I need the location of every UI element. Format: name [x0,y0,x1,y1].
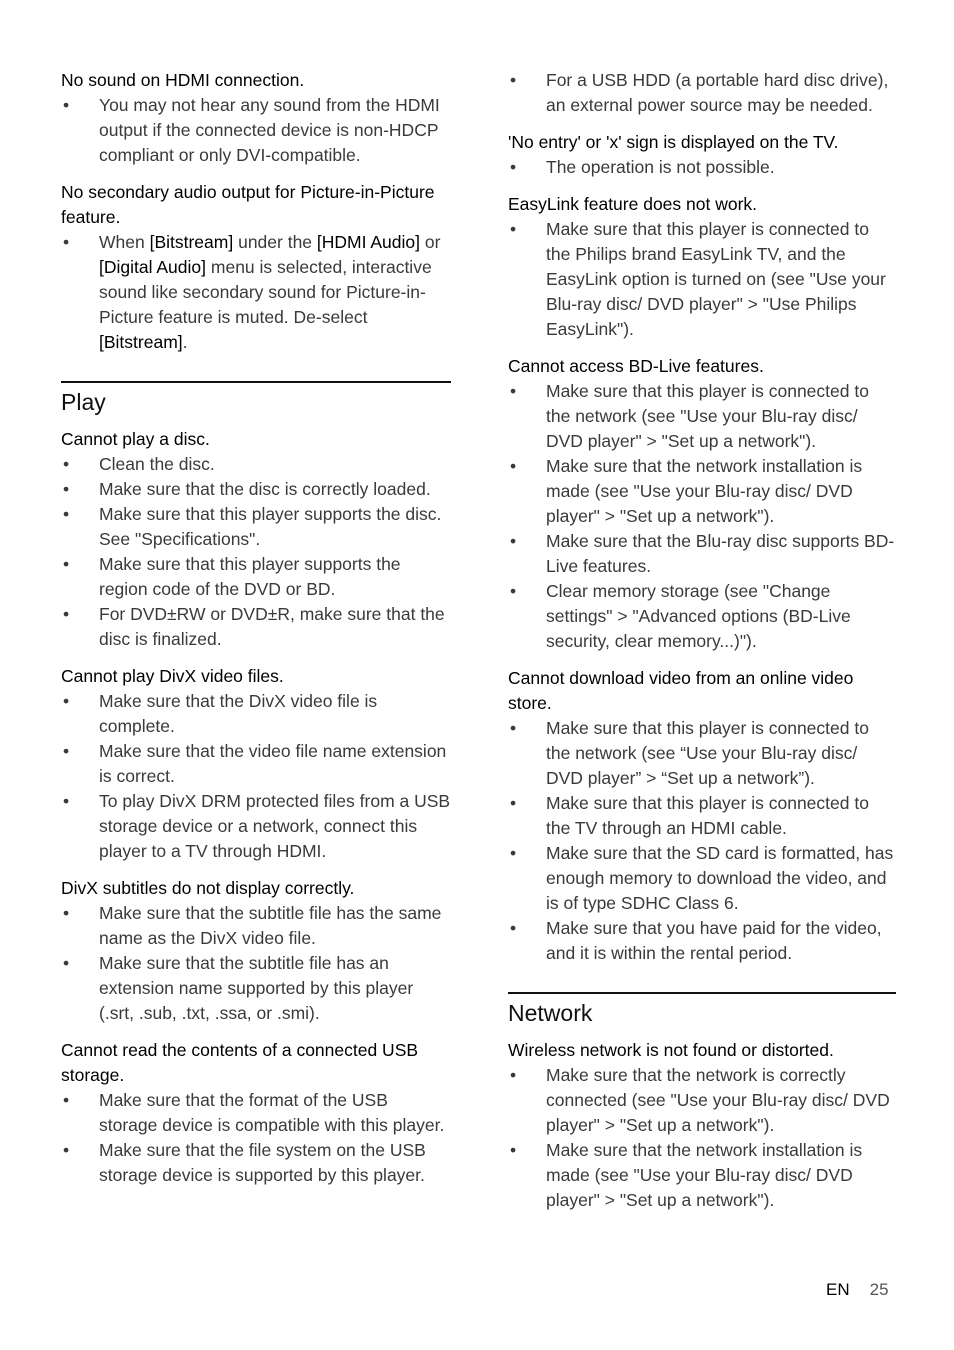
list-item: • Make sure that this player is connected to the network (see “Use your Blu-ray disc/ DVD player” > “Set up a network”). [508,716,896,791]
list-item [61,230,451,355]
bullet-list [61,93,451,168]
list-item: • Make sure that this player is connected to the TV through an HDMI cable. [508,791,896,841]
list-item: • Make sure that this player supports the disc. See "Specifications". [61,502,451,552]
issue-bd-live [508,354,896,654]
section-heading: Play [61,389,106,415]
menu-keyword: [Bitstream] [149,232,234,252]
text-run: When [99,232,150,252]
menu-keyword: [Bitstream] [99,332,183,352]
bullet-list [61,230,451,355]
bullet-list [508,155,896,180]
list-item: • Make sure that the DivX video file is complete. [61,689,451,739]
issue-title: Cannot download video from an online video store. [508,668,854,713]
issue-title: No sound on HDMI connection. [61,70,305,90]
language-code: EN [826,1280,850,1299]
section-network [508,992,896,1028]
issue-hdmi-no-sound [61,68,451,168]
issue-no-entry-sign [508,130,896,180]
list-item: • Make sure that the file system on the USB storage device is supported by this player. [61,1138,451,1188]
issue-title: Cannot read the contents of a connected USB storage. [61,1040,419,1085]
issue-cannot-play-disc [61,427,451,652]
list-item: • Make sure that this player supports the region code of the DVD or BD. [61,552,451,602]
issue-title: 'No entry' or 'x' sign is displayed on the TV. [508,132,839,152]
list-item: • Make sure that the subtitle file has the same name as the DivX video file. [61,901,451,951]
menu-keyword: [HDMI Audio] [316,232,420,252]
bullet-list [508,217,896,342]
bullet-list [508,1063,896,1213]
bullet-list [61,901,451,1026]
bullet-list [61,1088,451,1188]
text-run: under the [233,232,317,252]
list-item: • Make sure that the network installation is made (see "Use your Blu-ray disc/ DVD player" > "Set up a network"). [508,1138,896,1213]
text-run: menu is selected, interactive sound like secondary sound for Picture-in-Picture feature is muted. De-select [99,257,432,327]
bullet-list [508,68,896,118]
list-item: • You may not hear any sound from the HDMI output if the connected device is non-HDCP compliant or only DVI-compatible. [61,93,451,168]
issue-wireless-network [508,1038,896,1213]
text-run: or [420,232,441,252]
issue-title: Cannot access BD-Live features. [508,356,764,376]
list-item: • Make sure that the disc is correctly loaded. [61,477,451,502]
list-item: • Make sure that the network is correctly connected (see "Use your Blu-ray disc/ DVD player" > "Set up a network"). [508,1063,896,1138]
issue-title: Wireless network is not found or distorted. [508,1040,834,1060]
bullet-list [61,452,451,652]
issue-usb-contents [61,1038,451,1188]
section-heading: Network [508,1000,593,1026]
bullet-list [61,689,451,864]
list-item: • Make sure that the SD card is formatted, has enough memory to download the video, and is of type SDHC Class 6. [508,841,896,916]
issue-title: EasyLink feature does not work. [508,194,758,214]
issue-download-video [508,666,896,966]
list-item: • Make sure that the subtitle file has an extension name supported by this player (.srt, .sub, .txt, .ssa, or .smi). [61,951,451,1026]
list-item: • Make sure that the video file name extension is correct. [61,739,451,789]
list-item: • Make sure that the Blu-ray disc supports BD-Live features. [508,529,896,579]
bullet-list [508,379,896,654]
list-item: • For DVD±RW or DVD±R, make sure that the disc is finalized. [61,602,451,652]
section-play [61,381,451,417]
list-item: • Make sure that this player is connected to the Philips brand EasyLink TV, and the EasyLink option is turned on (see "Use your Blu-ray disc/ DVD player" > "Use Philips EasyLink"). [508,217,896,342]
right-column [508,68,896,1225]
issue-pip-audio [61,180,451,355]
issue-easylink [508,192,896,342]
issue-title: DivX subtitles do not display correctly. [61,878,355,898]
list-item: • Make sure that this player is connected to the network (see "Use your Blu-ray disc/ DVD player" > "Set up a network"). [508,379,896,454]
menu-keyword: [Digital Audio] [99,257,207,277]
list-item: • The operation is not possible. [508,155,896,180]
page-footer [826,1279,896,1301]
list-item: • Clear memory storage (see "Change settings" > "Advanced options (BD-Live security, clear memory...)"). [508,579,896,654]
left-column [61,68,451,1200]
issue-title: No secondary audio output for Picture-in-Picture feature. [61,182,435,227]
list-item: • Make sure that the format of the USB storage device is compatible with this player. [61,1088,451,1138]
issue-divx-subtitles [61,876,451,1026]
list-item: • Clean the disc. [61,452,451,477]
issue-title: Cannot play a disc. [61,429,210,449]
list-item: • Make sure that you have paid for the video, and it is within the rental period. [508,916,896,966]
list-item: • To play DivX DRM protected files from a USB storage device or a network, connect this player to a TV through HDMI. [61,789,451,864]
issue-usb-continued [508,68,896,118]
list-item: • Make sure that the network installation is made (see "Use your Blu-ray disc/ DVD player" > "Set up a network"). [508,454,896,529]
page-number: 25 [869,1280,889,1299]
issue-divx-files [61,664,451,864]
issue-title: Cannot play DivX video files. [61,666,284,686]
bullet-list [508,716,896,966]
list-item: • For a USB HDD (a portable hard disc drive), an external power source may be needed. [508,68,896,118]
text-run: . [182,332,188,352]
